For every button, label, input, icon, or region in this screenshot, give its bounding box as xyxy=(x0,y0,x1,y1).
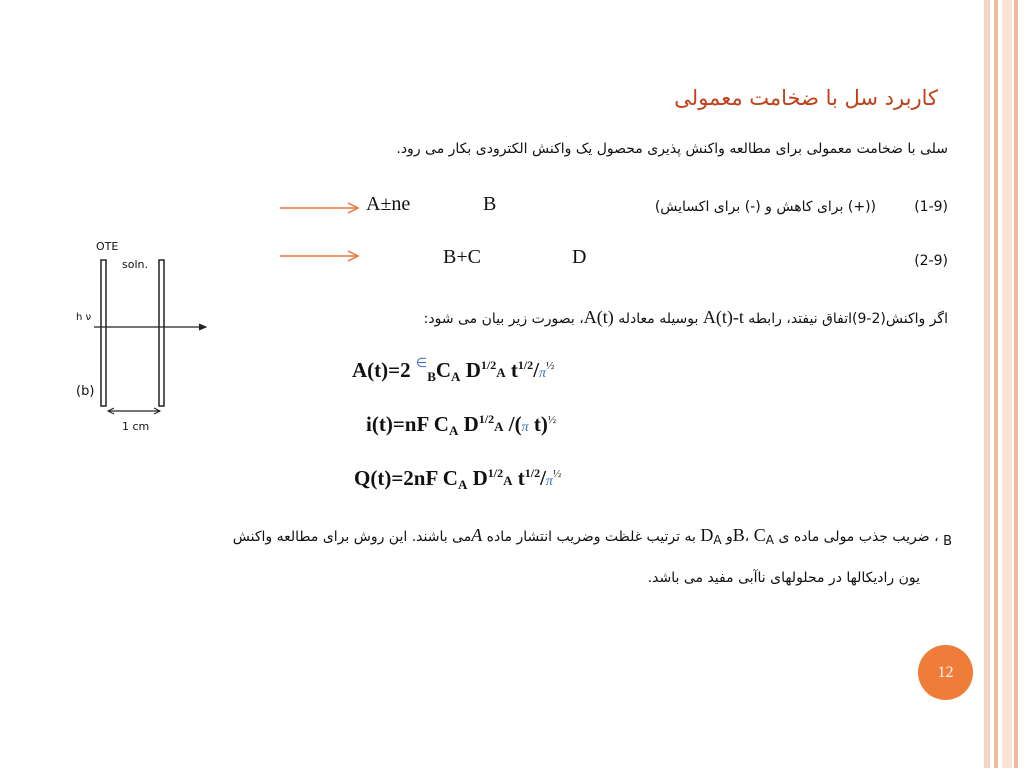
reaction1-left: A±ne xyxy=(366,193,411,215)
formula-sub: A xyxy=(503,473,513,488)
text-span: B xyxy=(732,525,745,545)
text-span: اگر واکنش(2-9)اتفاق نیفتد، رابطه xyxy=(743,311,948,327)
formula-sub: A xyxy=(451,369,461,384)
text-span: ، xyxy=(744,529,754,545)
formula-part: D xyxy=(460,358,481,382)
formula-sup: 1/2 xyxy=(478,412,495,426)
formula-sup: 1/2 xyxy=(524,466,541,480)
text-span: بوسیله معادله xyxy=(613,311,703,327)
reaction2-right: D xyxy=(572,246,587,268)
panel-label: (b) xyxy=(76,384,95,399)
text-span: به ترتیب غلظت وضریب انتشار ماده xyxy=(482,529,701,545)
condition-text xyxy=(424,307,948,328)
text-span: ، ضریب جذب مولی ماده ی xyxy=(774,529,944,545)
decor-stripe xyxy=(1014,0,1018,768)
pi-symbol: π xyxy=(539,366,547,381)
reaction1-note: ((+) برای کاهش و (-) برای اکسایش) xyxy=(654,199,876,215)
formula-sub: A xyxy=(448,423,459,438)
formula-part: C xyxy=(435,358,452,382)
text-span: B xyxy=(943,534,952,549)
intro-text: سلی با ضخامت معمولی برای مطالعه واکنش پذیری محصول یک واکنش الکترودی بکار می رود. xyxy=(396,141,948,157)
page-number-badge: 12 xyxy=(918,645,973,700)
formula-part: / xyxy=(540,466,546,490)
formula-exponent: ½ xyxy=(547,414,557,426)
formula-part: t xyxy=(512,466,525,490)
cell-diagram xyxy=(74,236,224,442)
text-span: A xyxy=(471,525,483,545)
slide-title: کاربرد سل با ضخامت معمولی xyxy=(674,86,938,110)
formula-charge xyxy=(354,466,561,493)
reaction-arrow xyxy=(278,201,362,215)
solution-label: soln. xyxy=(122,258,148,271)
formula-part: i(t)=nF C xyxy=(366,412,449,436)
text-span: D xyxy=(700,525,714,545)
text-span: و xyxy=(721,529,733,545)
formula-part: A(t)=2 xyxy=(352,358,416,382)
formula-sup: 1/2 xyxy=(487,466,504,480)
ote-label: OTE xyxy=(96,240,119,253)
formula-sup: 1/2 xyxy=(480,358,497,372)
text-span: A xyxy=(713,533,722,547)
formula-absorbance xyxy=(352,355,554,385)
reaction2-number: (2-9) xyxy=(914,253,948,269)
formula-part: /( xyxy=(503,412,522,436)
decor-stripe xyxy=(1002,0,1012,768)
light-label: h ν xyxy=(76,312,92,323)
formula-sub: A xyxy=(494,419,504,434)
width-label: 1 cm xyxy=(122,420,150,433)
reaction1-number: (1-9) xyxy=(914,199,948,215)
formula-sub: B xyxy=(427,369,436,384)
formula-current xyxy=(366,412,556,439)
formula-part: D xyxy=(467,466,488,490)
definition-text-line2: یون رادیکالها در محلولهای ناآبی مفید می باشد. xyxy=(647,570,920,586)
decor-stripe xyxy=(994,0,998,768)
formula-sup: 1/2 xyxy=(517,358,534,372)
pi-symbol: π xyxy=(545,474,553,489)
reaction-arrow xyxy=(278,249,362,263)
formula-part: / xyxy=(533,358,540,382)
relation-name: A(t)-t xyxy=(702,307,744,327)
pi-symbol: π xyxy=(521,420,529,435)
text-span: A xyxy=(765,533,774,547)
formula-sub: A xyxy=(496,365,506,380)
formula-part: D xyxy=(458,412,479,436)
formula-exponent: ½ xyxy=(552,468,562,480)
text-span: C xyxy=(753,525,766,545)
reaction2-left: B+C xyxy=(443,246,481,268)
cell-diagram-drawing xyxy=(74,236,224,442)
formula-part: t xyxy=(505,358,518,382)
definition-text xyxy=(233,525,952,549)
decor-stripe xyxy=(984,0,990,768)
formula-exponent: ½ xyxy=(546,360,555,372)
reaction1-right: B xyxy=(483,193,497,215)
epsilon-symbol: ∈ xyxy=(415,355,428,370)
formula-part: Q(t)=2nF C xyxy=(354,466,458,490)
text-span: می باشند. این روش برای مطالعه واکنش xyxy=(232,529,472,545)
function-name: A(t) xyxy=(583,307,614,327)
text-span: ، بصورت زیر بیان می شود: xyxy=(423,311,584,327)
formula-part: t) xyxy=(528,412,548,436)
formula-sub: A xyxy=(457,477,468,492)
